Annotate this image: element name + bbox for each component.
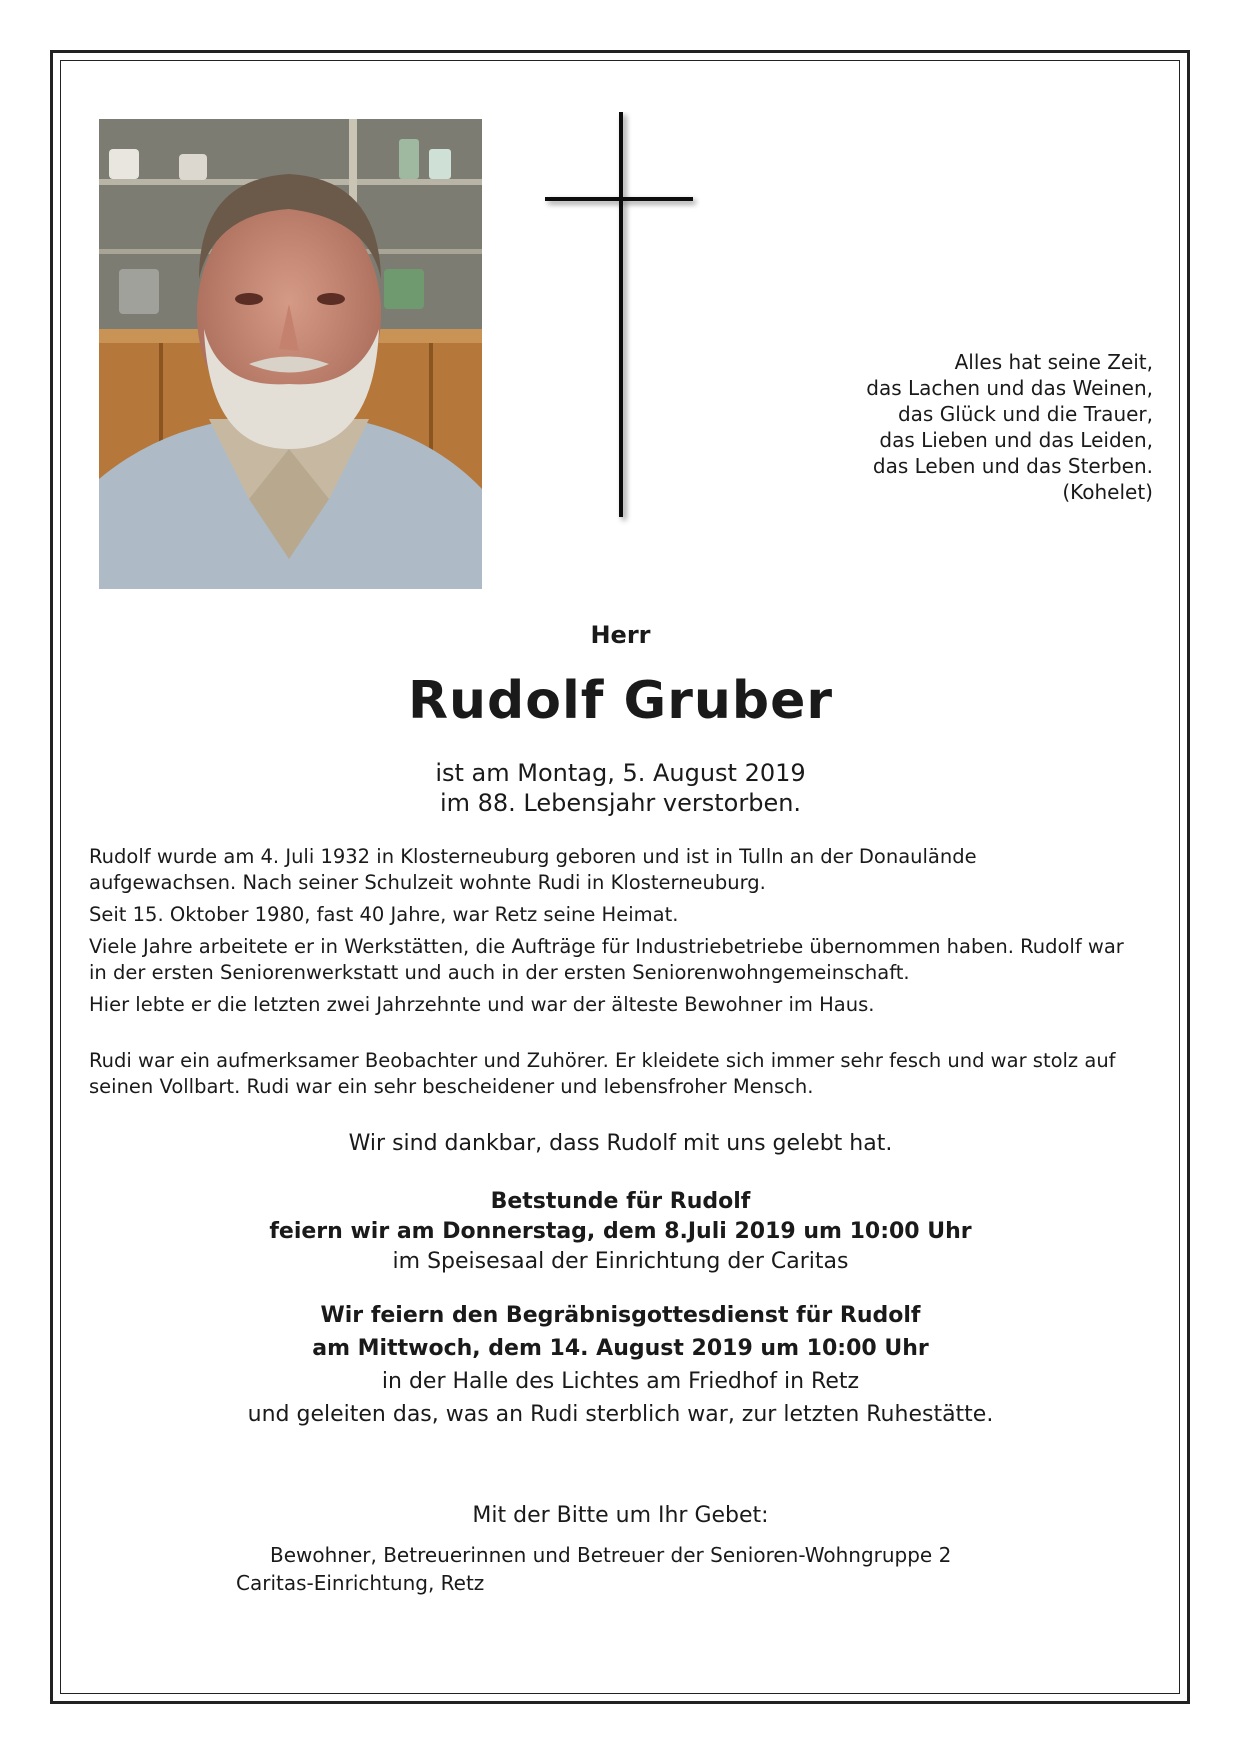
biography	[89, 844, 1169, 1106]
kohelet-quote	[866, 349, 1153, 505]
prayer-hour-title: Betstunde für Rudolf	[490, 1189, 751, 1214]
bio-line: aufgewachsen. Nach seiner Schulzeit wohnte Rudi in Klosterneuburg.	[89, 871, 766, 894]
funeral-where: in der Halle des Lichtes am Friedhof in Retz	[381, 1369, 860, 1394]
funeral-when: am Mittwoch, dem 14. August 2019 um 10:00 Uhr	[312, 1336, 929, 1361]
bio-line: Rudolf wurde am 4. Juli 1932 in Klosterneuburg geboren und ist in Tulln an der Donaulände	[89, 845, 977, 868]
funeral-title: Wir feiern den Begräbnisgottesdienst für Rudolf	[320, 1303, 921, 1328]
quote-line: das Lachen und das Weinen,	[866, 376, 1153, 400]
salutation: Herr	[590, 621, 651, 649]
bio-paragraph: Seit 15. Oktober 1980, fast 40 Jahre, war Retz seine Heimat.	[89, 903, 679, 926]
thanks-line: Wir sind dankbar, dass Rudolf mit uns gelebt hat.	[348, 1131, 893, 1156]
bio-paragraph	[89, 934, 1169, 986]
prayer-request: Mit der Bitte um Ihr Gebet:	[472, 1503, 769, 1528]
quote-line: das Glück und die Trauer,	[897, 402, 1153, 426]
signer-line: Bewohner, Betreuerinnen und Betreuer der Senioren-Wohngruppe 2	[270, 1543, 952, 1567]
cross-icon	[540, 112, 700, 532]
bio-line: seinen Vollbart. Rudi war ein sehr bescheidener und lebensfroher Mensch.	[89, 1075, 814, 1098]
signer-line: Caritas-Einrichtung, Retz	[236, 1571, 485, 1595]
quote-line: Alles hat seine Zeit,	[954, 350, 1153, 374]
funeral-block	[0, 1299, 1241, 1431]
quote-line: das Leben und das Sterben.	[872, 454, 1153, 478]
death-notice	[0, 758, 1241, 818]
bio-line: Viele Jahre arbeitete er in Werkstätten, die Aufträge für Industriebetriebe übernommen haben. Rudolf war	[89, 935, 1124, 958]
prayer-hour-block	[0, 1187, 1241, 1277]
bio-line: in der ersten Seniorenwerkstatt und auch in der ersten Seniorenwohngemeinschaft.	[89, 961, 910, 984]
bio-paragraph	[89, 1048, 1169, 1100]
death-age: im 88. Lebensjahr verstorben.	[439, 789, 802, 817]
bio-paragraph	[89, 844, 1169, 896]
death-date: ist am Montag, 5. August 2019	[435, 759, 806, 787]
prayer-hour-when: feiern wir am Donnerstag, dem 8.Juli 2019 um 10:00 Uhr	[269, 1219, 972, 1244]
quote-source: (Kohelet)	[1062, 480, 1153, 504]
portrait-photo	[99, 119, 482, 589]
quote-line: das Lieben und das Leiden,	[879, 428, 1153, 452]
bio-line: Rudi war ein aufmerksamer Beobachter und Zuhörer. Er kleidete sich immer sehr fesch und war stolz auf	[89, 1049, 1116, 1072]
deceased-name: Rudolf Gruber	[407, 671, 834, 731]
funeral-escort: und geleiten das, was an Rudi sterblich war, zur letzten Ruhestätte.	[247, 1402, 994, 1427]
prayer-hour-where: im Speisesaal der Einrichtung der Caritas	[392, 1249, 849, 1274]
bio-paragraph: Hier lebte er die letzten zwei Jahrzehnte und war der älteste Bewohner im Haus.	[89, 993, 875, 1016]
